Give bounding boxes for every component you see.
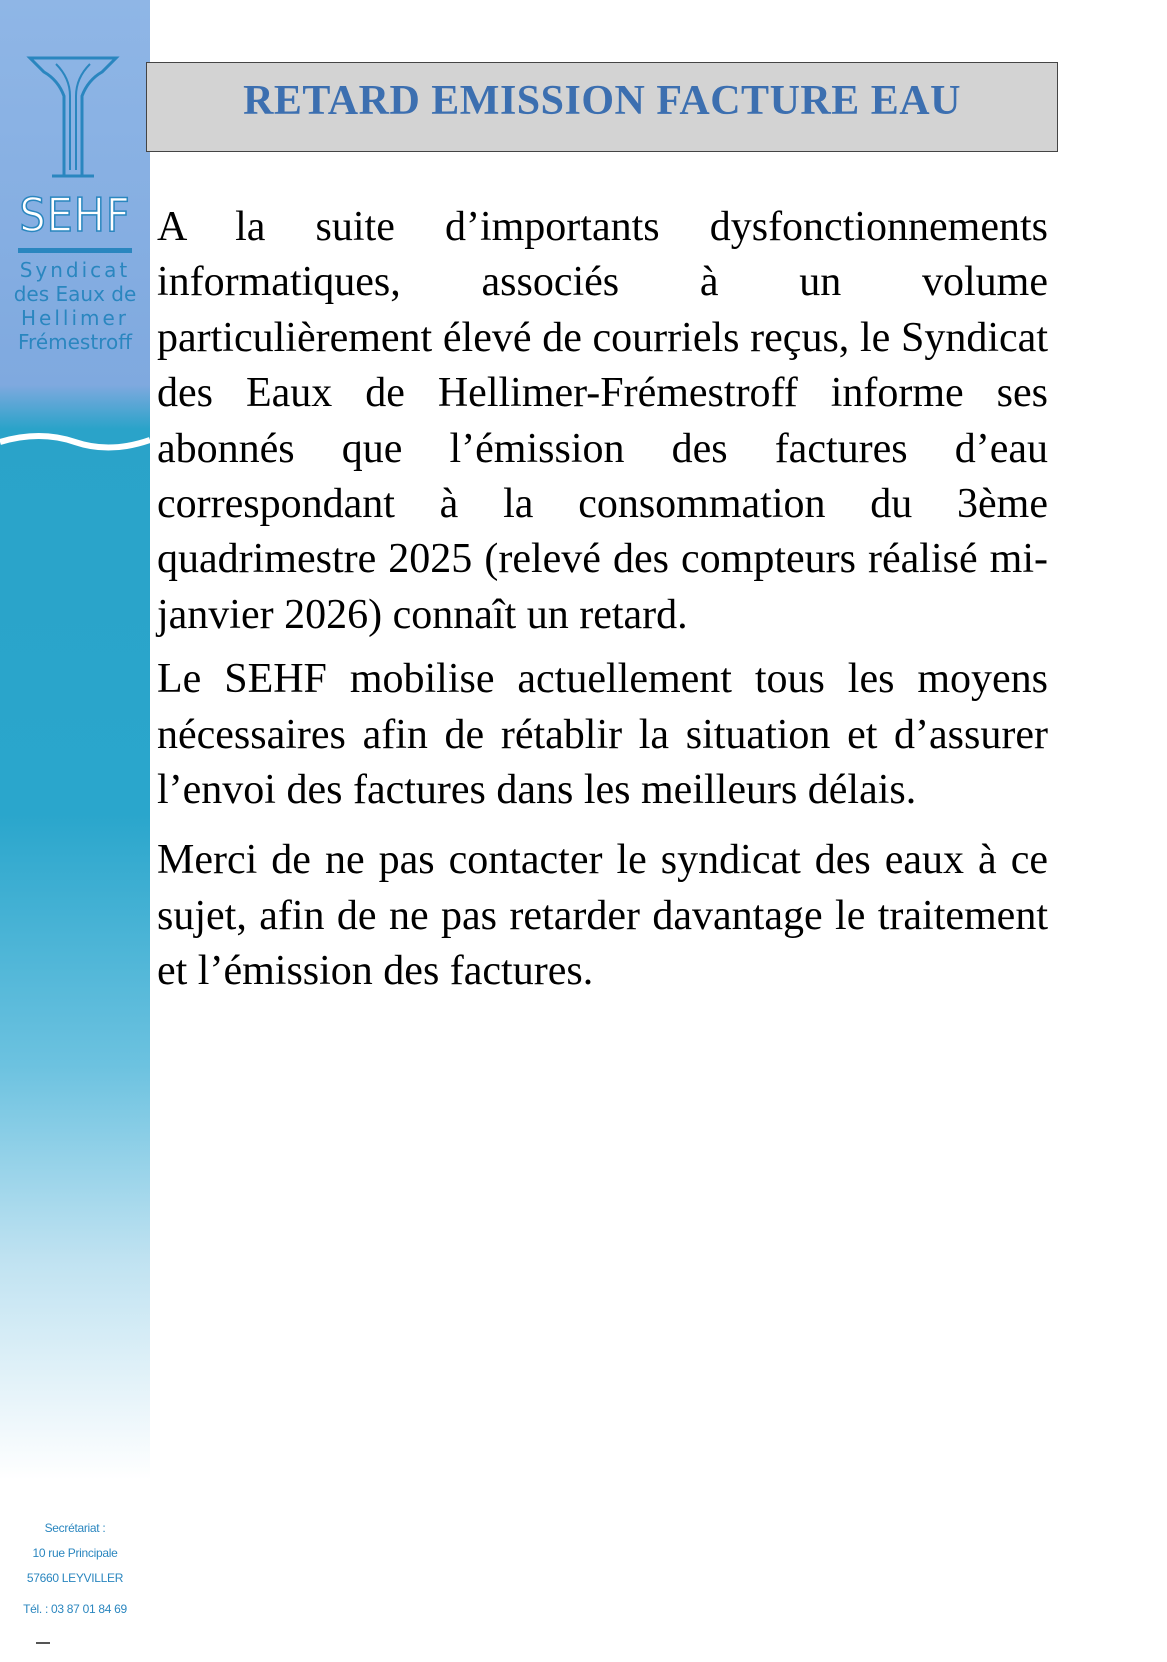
phone-number: Tél. : 03 87 01 84 69 — [23, 1602, 127, 1616]
water-tower-logo-icon — [26, 52, 120, 188]
address-line: 57660 LEYVILLER — [26, 1571, 124, 1585]
logo-underline — [18, 248, 132, 253]
notice-body — [157, 200, 1048, 1000]
secretariat-address — [0, 1516, 150, 1622]
org-name-line: des Eaux de — [13, 282, 137, 306]
org-name-line: Syndicat — [19, 258, 131, 282]
organization-name — [0, 258, 150, 354]
sidebar-banner — [0, 0, 150, 1480]
page-title: RETARD EMISSION FACTURE EAU — [243, 78, 961, 124]
notice-paragraph: Merci de ne pas contacter le syndicat des eaux à ce sujet, afin de ne pas retarder davantage le traitement et l’émission des factures. — [157, 837, 1048, 995]
logo-abbreviation: SEHF — [19, 188, 131, 242]
notice-paragraph: A la suite d’importants dysfonctionnements informatiques, associés à un volume particulièrement élevé de courriels reçus, le Syndicat des Eaux de Hellimer-Frémestroff informe ses abonnés que l’émission des factures d’eau correspondant à la consommation du 3ème quadrimestre 2025 (relevé des compteurs réalisé mi-janvier 2026) connaît un retard. — [157, 204, 1048, 638]
wave-divider-icon — [0, 430, 150, 480]
notice-paragraph: Le SEHF mobilise actuellement tous les moyens nécessaires afin de rétablir la situation et d’assurer l’envoi des factures dans les meilleurs délais. — [157, 656, 1048, 814]
address-line: Secrétariat : — [44, 1521, 106, 1535]
address-line: 10 rue Principale — [32, 1546, 118, 1560]
footer-mark — [36, 1642, 50, 1644]
org-name-line: Hellimer — [20, 306, 130, 330]
title-box — [146, 62, 1058, 152]
org-name-line: Frémestroff — [18, 330, 132, 354]
